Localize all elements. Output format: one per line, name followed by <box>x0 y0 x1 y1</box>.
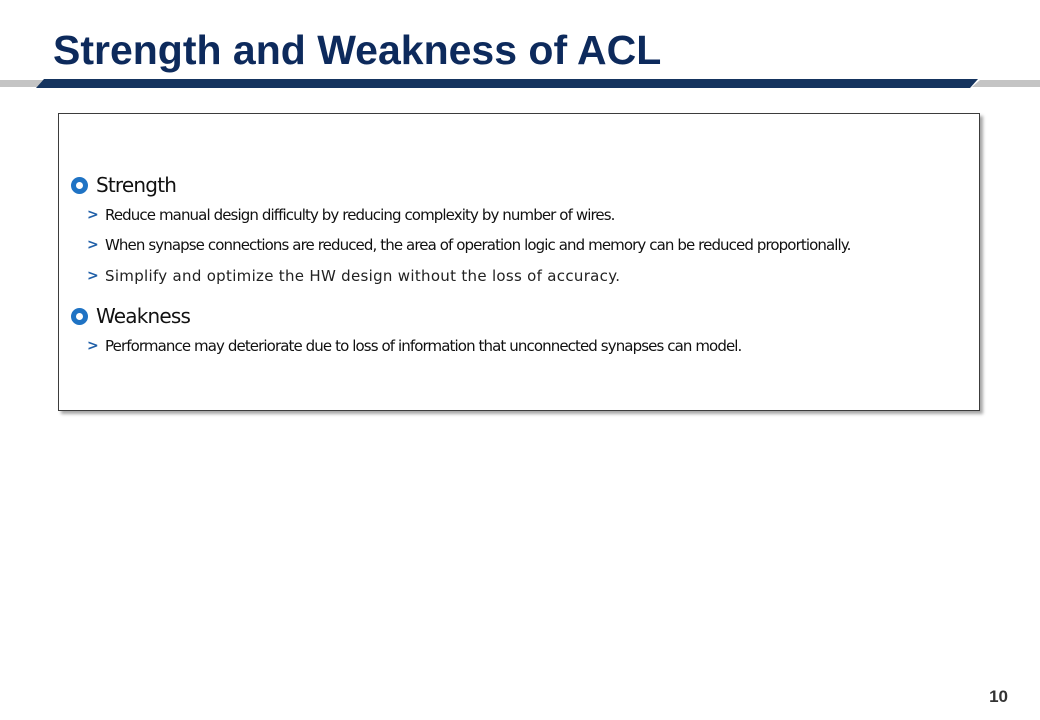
circle-bullet-icon <box>71 177 88 194</box>
slide-title: Strength and Weakness of ACL <box>53 27 662 73</box>
section-weakness-heading <box>71 303 190 329</box>
list-item-text: Performance may deteriorate due to loss of information that unconnected synapses can model. <box>105 337 742 355</box>
section-label: Strength <box>96 173 177 197</box>
title-underline-light-right <box>972 80 1040 87</box>
list-item-text: When synapse connections are reduced, the area of operation logic and memory can be reduced proportionally. <box>105 236 851 254</box>
chevron-right-icon: > <box>87 237 99 253</box>
title-underline <box>0 79 1040 88</box>
chevron-right-icon: > <box>87 268 99 284</box>
circle-bullet-icon <box>71 308 88 325</box>
section-label: Weakness <box>96 304 191 328</box>
page-number: 10 <box>989 687 1008 706</box>
content-box <box>58 113 980 411</box>
list-item <box>87 204 615 226</box>
chevron-right-icon: > <box>87 338 99 354</box>
section-strength-heading <box>71 172 176 198</box>
list-item-text: Simplify and optimize the HW design without the loss of accuracy. <box>105 267 621 285</box>
title-underline-dark <box>36 79 978 88</box>
list-item-text: Reduce manual design difficulty by reducing complexity by number of wires. <box>105 206 615 224</box>
list-item <box>87 234 851 256</box>
list-item <box>87 265 620 287</box>
chevron-right-icon: > <box>87 207 99 223</box>
list-item <box>87 335 741 357</box>
